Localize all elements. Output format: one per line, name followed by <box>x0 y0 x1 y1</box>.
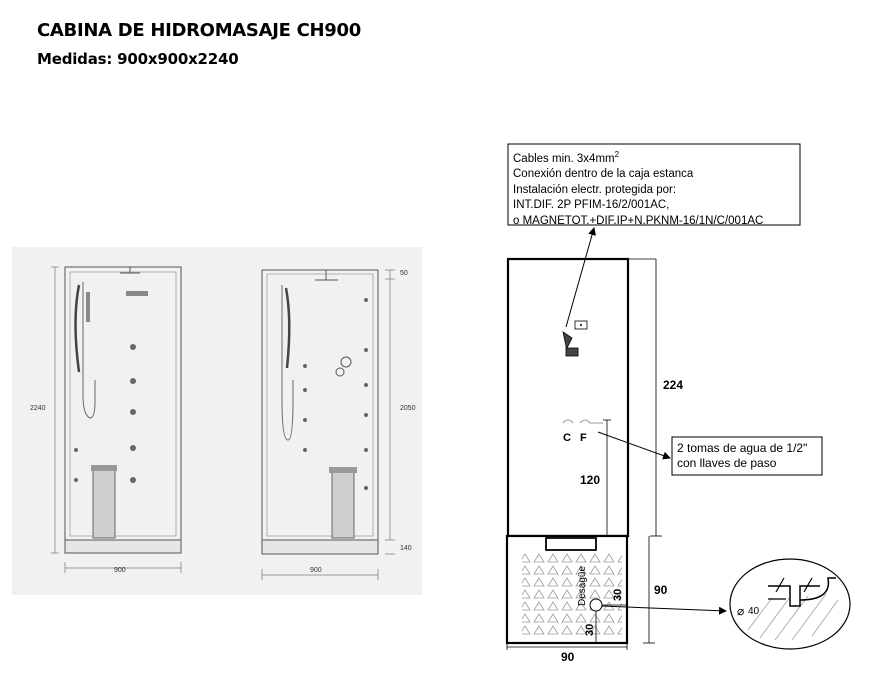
hot-water-label: C <box>563 432 571 444</box>
page-title: CABINA DE HIDROMASAJE CH900 <box>37 20 361 41</box>
electrical-note <box>513 147 798 229</box>
wall-elevation <box>508 259 628 536</box>
side-height-label: 2050 <box>400 405 416 412</box>
water-note-line-1: 2 tomas de agua de 1/2" <box>677 441 808 455</box>
cold-water-label: F <box>580 432 587 444</box>
electrical-note-line-4: INT.DIF. 2P PFIM-16/2/001AC, <box>513 199 670 212</box>
electrical-note-line-1: Cables min. $3x4mm^2$ <box>513 150 620 165</box>
side-base-label: 140 <box>400 545 412 552</box>
drain-offset-bottom: 30 <box>584 623 596 636</box>
electrical-note-line-5: o MAGNETOT.+DIF.IP+N.PKNM-16/1N/C/001AC <box>513 214 764 227</box>
plan-depth-dimension: 90 <box>654 583 668 597</box>
drain-detail <box>730 559 850 649</box>
side-top-offset-label: 50 <box>400 270 408 277</box>
water-note <box>677 441 822 471</box>
outlet-height-dimension: 120 <box>580 473 601 487</box>
side-width-label: 900 <box>310 567 322 574</box>
diameter-icon: ⌀ <box>737 604 745 618</box>
front-height-label: 2240 <box>30 405 46 412</box>
drain-offset-right: 30 <box>612 588 624 601</box>
plan-width-dimension: 90 <box>561 650 575 664</box>
wall-height-dimension: 224 <box>663 378 684 392</box>
drain-hole-icon <box>590 599 602 611</box>
page-subtitle: Medidas: 900x900x2240 <box>37 50 239 68</box>
front-width-label: 900 <box>114 567 126 574</box>
drain-diameter-label: 40 <box>748 606 760 617</box>
electrical-note-line-3: Instalación electr. protegida por: <box>513 183 677 196</box>
drain-label: Desagüe <box>577 565 588 606</box>
elevation-drawings-panel <box>12 247 422 595</box>
water-note-line-2: con llaves de paso <box>677 456 777 470</box>
electrical-note-line-2: Conexión dentro de la caja estanca <box>513 168 694 181</box>
